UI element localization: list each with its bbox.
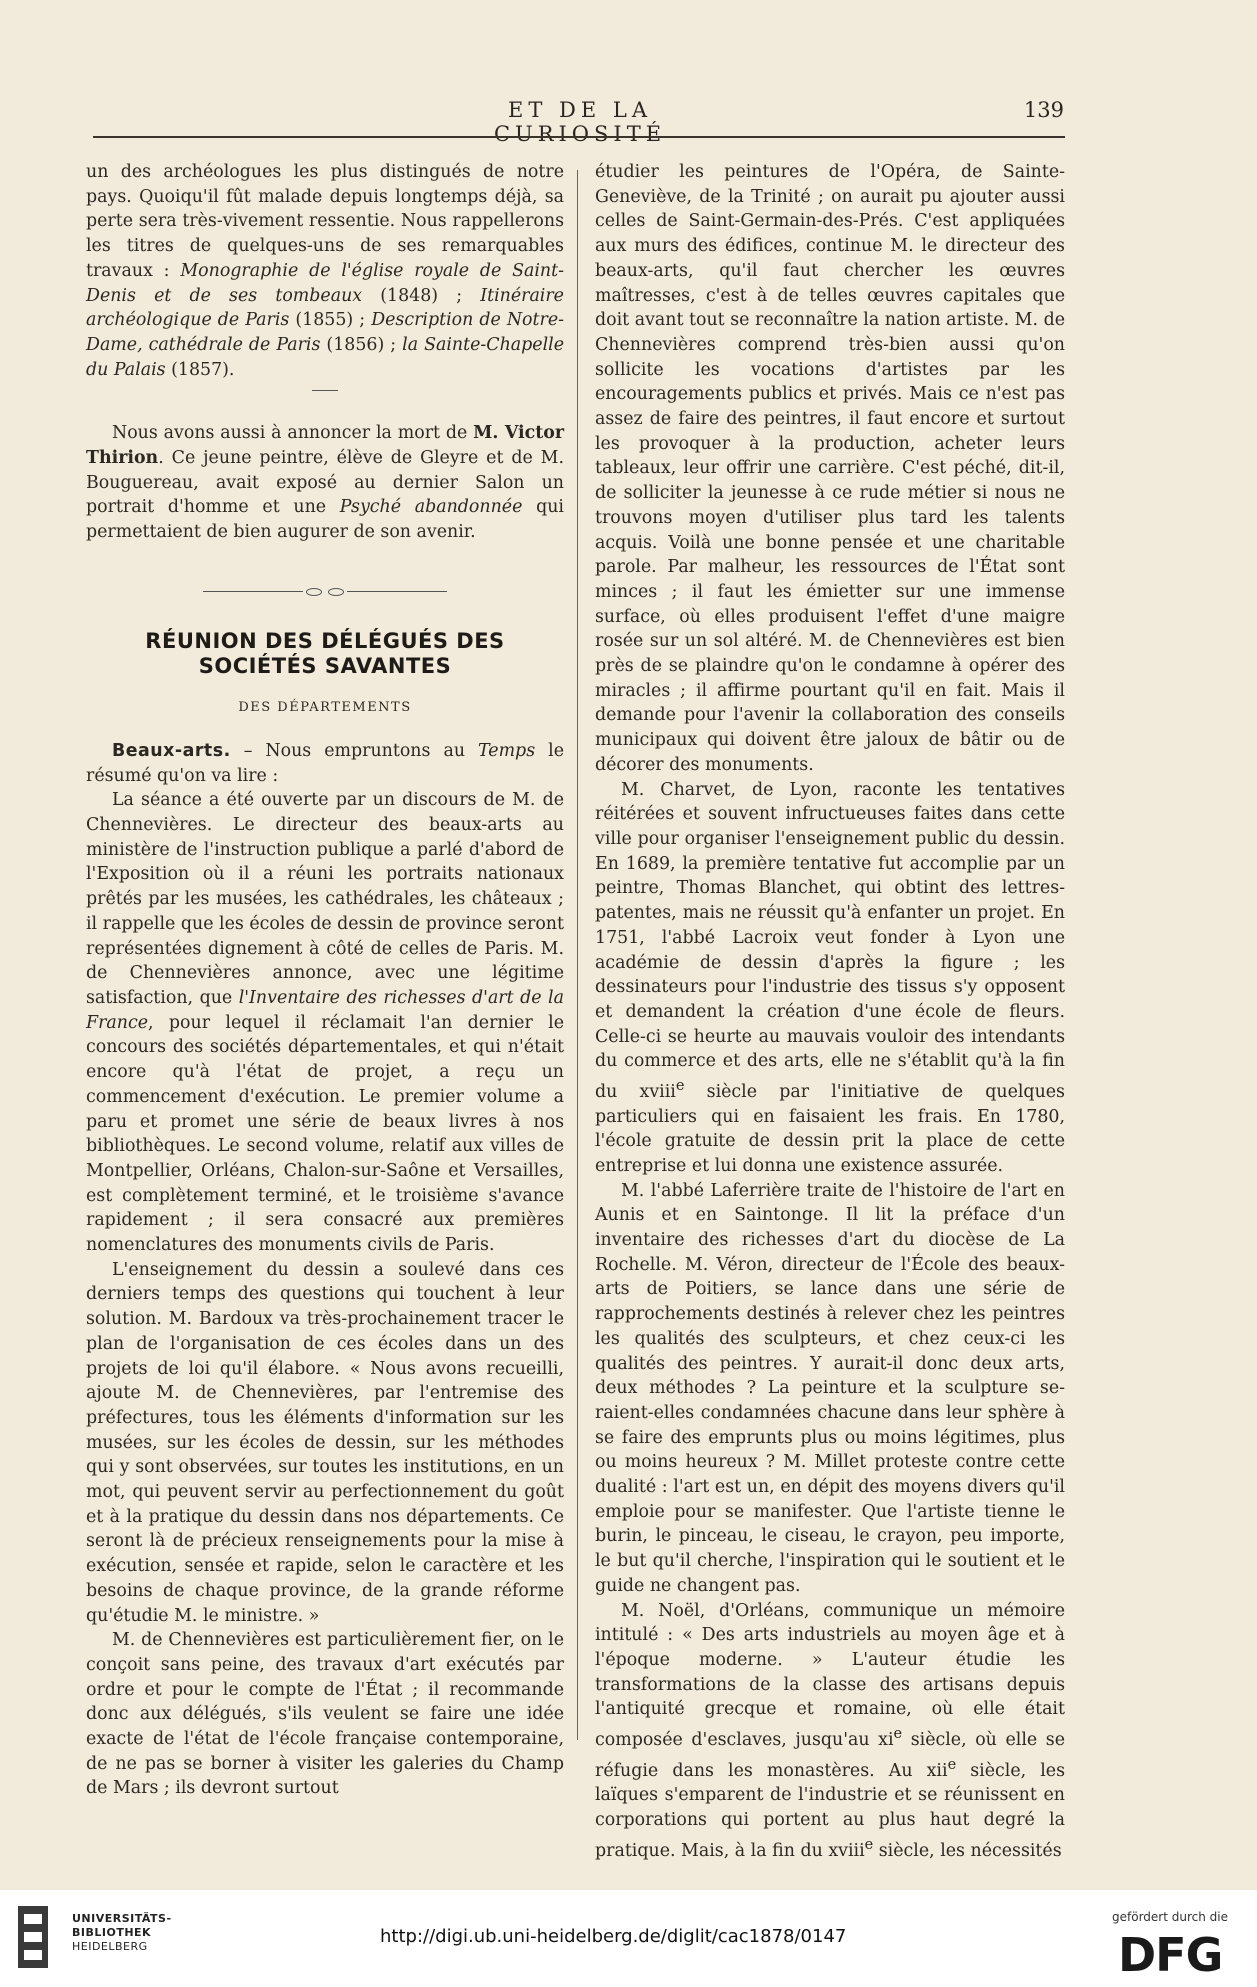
paragraph: étudier les peintures de l'Opéra, de Sainte-Geneviève, de la Trinité ; on aurait pu ajouter aussi celles de Saint-Germain-des-Prés. C'est appliquées aux murs des édifices, continue M. le directeur des beaux-arts, qu'il faut chercher les œuvres maîtresses, c'est à de telles œuvres capitales que doit avant tout se reconnaître la nation artiste. M. de Chennevières comprend très-bien aussi qu'on sollicite les vocations d'artistes par les encouragements publics et privés. Mais ce n'est pas assez de faire des peintres, il faut encore et surtout les provoquer à la production, acheter leurs tableaux, leur offrir une carrière. C'est péché, dit-il, de solliciter la jeunesse à ce rude métier si nous ne trouvons moyen d'utiliser plus tard les talents acquis. Voilà une bonne pensée et une charitable parole. Par malheur, les ressources de l'État sont minces ; il faut les émietter sur une immense surface, où elles produisent l'effet d'une maigre rosée sur un sol altéré. M. de Chennevières est bien près de se plaindre qu'on le condamne à opérer des miracles ; il affirme pourtant qu'il en fait. Mais il demande pour l'avenir la collaboration des conseils municipaux qui doivent être jaloux de bâtir ou de décorer des monuments. <box>595 162 1065 775</box>
permalink-url[interactable]: http://digi.ub.uni-heidelberg.de/diglit/cac1878/0147 <box>380 1926 847 1947</box>
right-column <box>595 160 1065 1863</box>
paragraph: M. l'abbé Laferrière traite de l'histoire de l'art en Aunis et en Saintonge. Il lit la préface d'un inventaire des richesses d'art du diocèse de La Rochelle. M. Véron, directeur de l'École des beaux-arts de Poitiers, se lance dans une série de rapprochements destinés à relever chez les peintres les qualités des sculpteurs, et chez ceux-ci les qualités des peintres. Y aurait-il donc deux arts, deux méthodes ? La peinture et la sculpture se-raient-elles condamnées chacune dans leur sphère à se faire des emprunts plus ou moins légitimes, plus ou moins heureux ? M. Millet proteste contre cette dualité : l'art est un, en dépit des moyens divers qu'il emploie pour se manifester. Que l'artiste tienne le burin, le pinceau, le ciseau, le crayon, peu importe, le but qu'il cherche, l'inspiration qui le soutient et le guide ne changent pas. <box>595 1180 1065 1596</box>
running-title: ET DE LA CURIOSITÉ <box>493 98 667 146</box>
university-seal-icon <box>10 1902 56 1972</box>
column-rule <box>577 170 578 1740</box>
paragraph: M. Charvet, de Lyon, raconte les tentatives réitérées et souvent infructueuses faites dans cette ville pour organiser l'enseignement public du dessin. En 1689, la première tentative fut accomplie par un peintre, Thomas Blanchet, qui obtint des lettres-patentes, mais ne réussit qu'à enfanter un projet. En 1751, l'abbé Lacroix veut fonder à Lyon une académie de dessin d'après la figure ; les dessinateurs pour l'industrie des tissus s'y opposent et demandent la création d'une école de fleurs. Celle-ci se heurte au mauvais vouloir des intendants du commerce et des arts, elle ne s'établit qu'à la fin du xviii$^e$ siècle par l'initiative de quelques particuliers qui en faisaient les frais. En 1780, l'école gratuite de dessin prit la place de cette entreprise et lui donna une existence assurée. <box>595 779 1065 1176</box>
viewer-footer <box>0 1890 1257 1987</box>
ornament-divider <box>86 579 564 593</box>
funding-caption: gefördert durch die <box>1112 1910 1228 1924</box>
university-name: UNIVERSITÄTS- BIBLIOTHEK HEIDELBERG <box>72 1912 172 1953</box>
dfg-logo: DFG <box>1118 1928 1223 1982</box>
paragraph: Beaux-arts. – Nous empruntons au Temps le résumé qu'on va lire : <box>86 740 564 786</box>
header-rule <box>93 136 1065 138</box>
left-column <box>86 160 564 1801</box>
section-title: RÉUNION DES DÉLÉGUÉS DES SOCIÉTÉS SAVANTES <box>145 628 505 678</box>
separator-rule <box>312 390 338 391</box>
running-header <box>0 98 1257 146</box>
paragraph: Nous avons aussi à annoncer la mort de M. Victor Thirion. Ce jeune peintre, élève de Gleyre et de M. Bouguereau, avait exposé au dernier Salon un portrait d'homme et une Psyché abandonnée qui permettaient de bien augurer de son avenir. <box>86 423 564 543</box>
paragraph: La séance a été ouverte par un discours de M. de Chennevières. Le directeur des beaux-arts au ministère de l'instruction publique a parlé d'abord de l'Exposition où il a réuni les portraits nationaux prêtés par les musées, les cathédrales, les châteaux ; il rappelle que les écoles de dessin de province seront représentées dignement à côté de celles de Paris. M. de Chennevières annonce, avec une légitime satisfaction, que l'Inventaire des richesses d'art de la France, pour lequel il réclamait l'an dernier le concours des sociétés départementales, et qui n'était encore qu'à l'état de projet, a reçu un commencement d'exécution. Le premier volume a paru et promet une série de beaux livres à nos bibliothèques. Le second volume, relatif aux villes de Montpellier, Orléans, Chalon-sur-Saône et Versailles, est complètement terminé, et le troisième s'avance rapidement ; il sera consacré aux premières nomenclatures des monuments civils de Paris. <box>86 790 564 1256</box>
paragraph: M. Noël, d'Orléans, communique un mémoire intitulé : « Des arts industriels au moyen âge et à l'époque moderne. » L'auteur étudie les transformations de la classe des artisans depuis l'antiquité grecque et romaine, où elle était composée d'esclaves, jusqu'au $xi^e$ siècle, où elle se réfugie dans les monastères. Au xii$^e$ siècle, les laïques s'emparent de l'industrie et se réunissent en corporations qui portent au plus haut degré la pratique. Mais, à la fin du xviii$^e$ siècle, les nécessités <box>595 1600 1066 1861</box>
paragraph: M. de Chennevières est particulièrement fier, on le conçoit sans peine, des travaux d'art exécutés par ordre et pour le compte de l'État ; il recommande donc aux délégués, s'ils veulent se faire une idée exacte de l'état de l'école française contemporaine, de ne pas se borner à visiter les galeries du Champ de Mars ; ils devront surtout <box>86 1630 564 1799</box>
section-subtitle: DES DÉPARTEMENTS <box>238 700 412 716</box>
page-number: 139 <box>1023 98 1064 122</box>
paragraph: un des archéologues les plus distingués de notre pays. Quoiqu'il fût malade depuis longtemps déjà, sa perte sera très-vivement ressentie. Nous rappellerons les titres de quelques-uns de ses remarquables travaux : Monographie de l'église royale de Saint-Denis et de ses tombeaux (1848) ; Itinéraire archéologique de Paris (1855) ; Description de Notre-Dame, cathédrale de Paris (1856) ; la Sainte-Chapelle du Palais (1857). <box>86 162 564 380</box>
paragraph: L'enseignement du dessin a soulevé dans ces derniers temps des questions qui touchent à leur solution. M. Bardoux va très-prochainement tracer le plan de l'organisation de ces écoles dans un des projets de loi qu'il élabore. « Nous avons recueilli, ajoute M. de Chennevières, par l'entremise des préfectures, tous les éléments d'information sur les musées, sur les écoles de dessin, sur les méthodes qui y sont observées, sur toutes les institutions, en un mot, qui peuvent servir au perfectionnement du goût et à la pratique du dessin dans nos départements. Ce seront là de précieux renseignements pour la mise à exécution, sensée et rapide, selon le caractère et les besoins de chaque province, de la grande réforme qu'étudie M. le ministre. » <box>86 1259 564 1626</box>
